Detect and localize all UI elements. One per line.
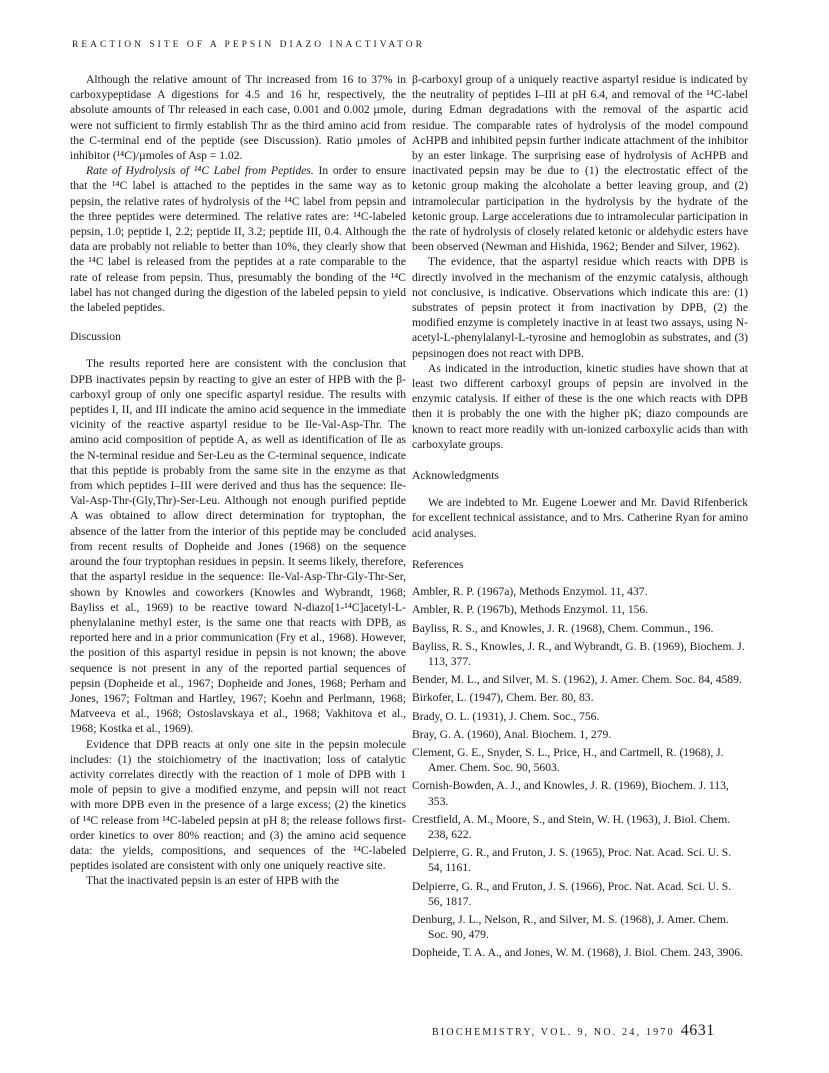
running-head: REACTION SITE OF A PEPSIN DIAZO INACTIVATOR <box>72 40 425 50</box>
reference-item: Delpierre, G. R., and Fruton, J. S. (1965), Proc. Nat. Acad. Sci. U. S. 54, 1161. <box>412 846 732 875</box>
acknowledgment-text: We are indebted to Mr. Eugene Loewer and Mr. David Rifenberick for excellent technical assistance, and to Mrs. Catherine Ryan for amino acid analyses. <box>412 496 748 540</box>
reference-item: Bayliss, R. S., and Knowles, J. R. (1968), Chem. Commun., 196. <box>412 621 714 635</box>
paragraph: Although the relative amount of Thr increased from 16 to 37% in carboxypeptidase A digestions for 4.5 and 16 hr, respectively, the absolute amounts of Thr released in each case, 0.001 and 0.002 µmole, were not sufficient to firmly establish Thr as the third amino acid from the C-terminal end of the peptide (see Discussion). Ratio µmoles of inhibitor (¹⁴C)/µmoles of Asp = 1.02. <box>70 73 406 163</box>
reference-list <box>412 584 748 960</box>
paragraph: That the inactivated pepsin is an ester of HPB with the <box>86 874 340 888</box>
paragraph-body: In order to ensure that the ¹⁴C label is attached to the peptides in the same way as to pepsin, the relative rates of hydrolysis of the ¹⁴C label from pepsin and the three peptides were determined. The relative rates are: ¹⁴C-labeled pepsin, 1.0; peptide I, 2.2; peptide II, 3.2; peptide III, 0.4. Although the data are probably not reliable to better than 10%, they clearly show that the ¹⁴C label is released from the peptides at a rate comparable to the rate of release from pepsin. Thus, presumably the bonding of the ¹⁴C label has not changed during the digestion of the labeled pepsin to yield the labeled peptides. <box>70 164 406 315</box>
page-number: 4631 <box>680 1022 715 1039</box>
reference-item: Delpierre, G. R., and Fruton, J. S. (1966), Proc. Nat. Acad. Sci. U. S. 56, 1817. <box>412 879 732 908</box>
reference-item: Crestfield, A. M., Moore, S., and Stein, W. H. (1963), J. Biol. Chem. 238, 622. <box>412 812 731 841</box>
reference-item: Clement, G. E., Snyder, S. L., Price, H., and Cartmell, R. (1968), J. Amer. Chem. Soc. 90, 5603. <box>412 745 724 775</box>
reference-item: Ambler, R. P. (1967b), Methods Enzymol. 11, 156. <box>412 603 649 617</box>
reference-item: Denburg, J. L., Nelson, R., and Silver, M. S. (1968), J. Amer. Chem. Soc. 90, 479. <box>412 912 729 942</box>
reference-item: Dopheide, T. A. A., and Jones, W. M. (1968), J. Biol. Chem. 243, 3906. <box>412 946 743 960</box>
reference-item: Cornish-Bowden, A. J., and Knowles, J. R. (1969), Biochem. J. 113, 353. <box>412 779 729 808</box>
right-column <box>412 72 748 964</box>
paragraph: Evidence that DPB reacts at only one site in the pepsin molecule includes: (1) the stoichiometry of the inactivation; loss of catalytic activity correlates directly with the reaction of 1 mole of DPB with 1 mole of pepsin to give a modified enzyme, and pepsin will not react with more DPB even in the presence of a large excess; (2) the kinetics of ¹⁴C release from ¹⁴C-labeled pepsin at pH 8; the release follows first-order kinetics to over 80% reaction; and (3) the amino acid sequence data: the yields, compositions, and sequences of the ¹⁴C-labeled peptides isolated are consistent with only one uniquely reactive site. <box>70 737 406 873</box>
reference-item: Brady, O. L. (1931), J. Chem. Soc., 756. <box>412 709 600 723</box>
section-heading-references: References <box>412 557 464 571</box>
reference-item: Bayliss, R. S., Knowles, J. R., and Wybrandt, G. B. (1969), Biochem. J. 113, 377. <box>412 639 745 668</box>
left-column <box>70 72 406 889</box>
reference-item: Ambler, R. P. (1967a), Methods Enzymol. 11, 437. <box>412 585 648 599</box>
section-heading-discussion: Discussion <box>70 330 121 344</box>
page-footer <box>432 1022 715 1040</box>
paragraph <box>70 163 406 315</box>
reference-item: Bender, M. L., and Silver, M. S. (1962), J. Amer. Chem. Soc. 84, 4589. <box>412 673 742 687</box>
paragraph: β-carboxyl group of a uniquely reactive aspartyl residue is indicated by the neutrality of peptides I–III at pH 6.4, and removal of the ¹⁴C-label during Edman degradations with the removal of the aspartic acid residue. The comparable rates of hydrolysis of the model compound AcHPB and inhibited pepsin further indicate attachment of the inhibitor by an ester linkage. The surprising ease of hydrolysis of AcHPB and inactivated pepsin may be due to (1) the electrostatic effect of the ketonic group making the alcoholate a better leaving group, and (2) intramolecular participation in the hydrolysis by the hydrate of the ketonic group. Large accelerations due to intramolecular participation in the rate of hydrolysis of closely related ketonic or aldehydic esters have been observed (Newman and Hishida, 1962; Bender and Silver, 1962). <box>412 73 748 254</box>
run-in-heading: Rate of Hydrolysis of ¹⁴C Label from Peptides. <box>86 164 314 178</box>
journal-citation: BIOCHEMISTRY, VOL. 9, NO. 24, 1970 <box>432 1027 675 1038</box>
reference-item: Birkofer, L. (1947), Chem. Ber. 80, 83. <box>412 691 594 705</box>
section-heading-acknowledgments: Acknowledgments <box>412 469 499 483</box>
paragraph: The results reported here are consistent with the conclusion that DPB inactivates pepsin by reacting to give an ester of HPB with the β-carboxyl group of only one specific aspartyl residue. The results with peptides I, II, and III indicate the amino acid sequence in the immediate vicinity of the reactive aspartyl residue to be Ile-Val-Asp-Thr. The amino acid composition of peptide A, as well as identification of Ile as the N-terminal residue and Ser-Leu as the C-terminal sequence, indicate that this peptide is probably from the same site in the enzyme as that from which peptides I–III were derived and thus has the sequence: Ile-Val-Asp-Thr-(Gly,Thr)-Ser-Leu. Although not enough purified peptide A was obtained to allow direct determination for tryptophan, the absence of the latter from the interior of this peptide may be concluded from recent results of Dopheide and Jones (1968) on the sequence around the four tryptophan residues in pepsin. It seems likely, therefore, that the aspartyl residue in the sequence: Ile-Val-Asp-Thr-Gly-Thr-Ser, shown by Knowles and coworkers (Knowles and Wybrandt, 1968; Bayliss et al., 1969) to be reactive toward N-diazo[1-¹⁴C]acetyl-L-phenylalanine methyl ester, is the same one that reacts with DPB, as reported here and in a prior communication (Fry et al., 1968). However, the position of this aspartyl residue in pepsin is not known; the above sequence is not present in any of the reported partial sequences of pepsin (Dopheide et al., 1967; Dopheide and Jones, 1968; Perham and Jones, 1967; Foltman and Hartley, 1967; Koehn and Perlmann, 1968; Matveeva et al., 1968; Ostoslavskaya et al., 1968; Vakhitova et al., 1968; Kostka et al., 1969). <box>70 357 406 736</box>
paragraph: The evidence, that the aspartyl residue which reacts with DPB is directly involved in the mechanism of the enzymic catalysis, although not conclusive, is indicative. Observations which indicate this are: (1) substrates of pepsin protect it from inactivation by DPB, (2) the modified enzyme is completely inactive in at least two assays, using N-acetyl-L-phenylalanyl-L-tyrosine and hemoglobin as substrates, and (3) pepsinogen does not react with DPB. <box>412 255 748 360</box>
reference-item: Bray, G. A. (1960), Anal. Biochem. 1, 279. <box>412 727 612 741</box>
paragraph: As indicated in the introduction, kinetic studies have shown that at least two different carboxyl groups of pepsin are involved in the enzymic catalysis. If either of these is the one which reacts with DPB then it is probably the one with the higher pK; diazo compounds are known to react more readily with un-ionized carboxylic acids than with carboxylate groups. <box>412 361 748 451</box>
